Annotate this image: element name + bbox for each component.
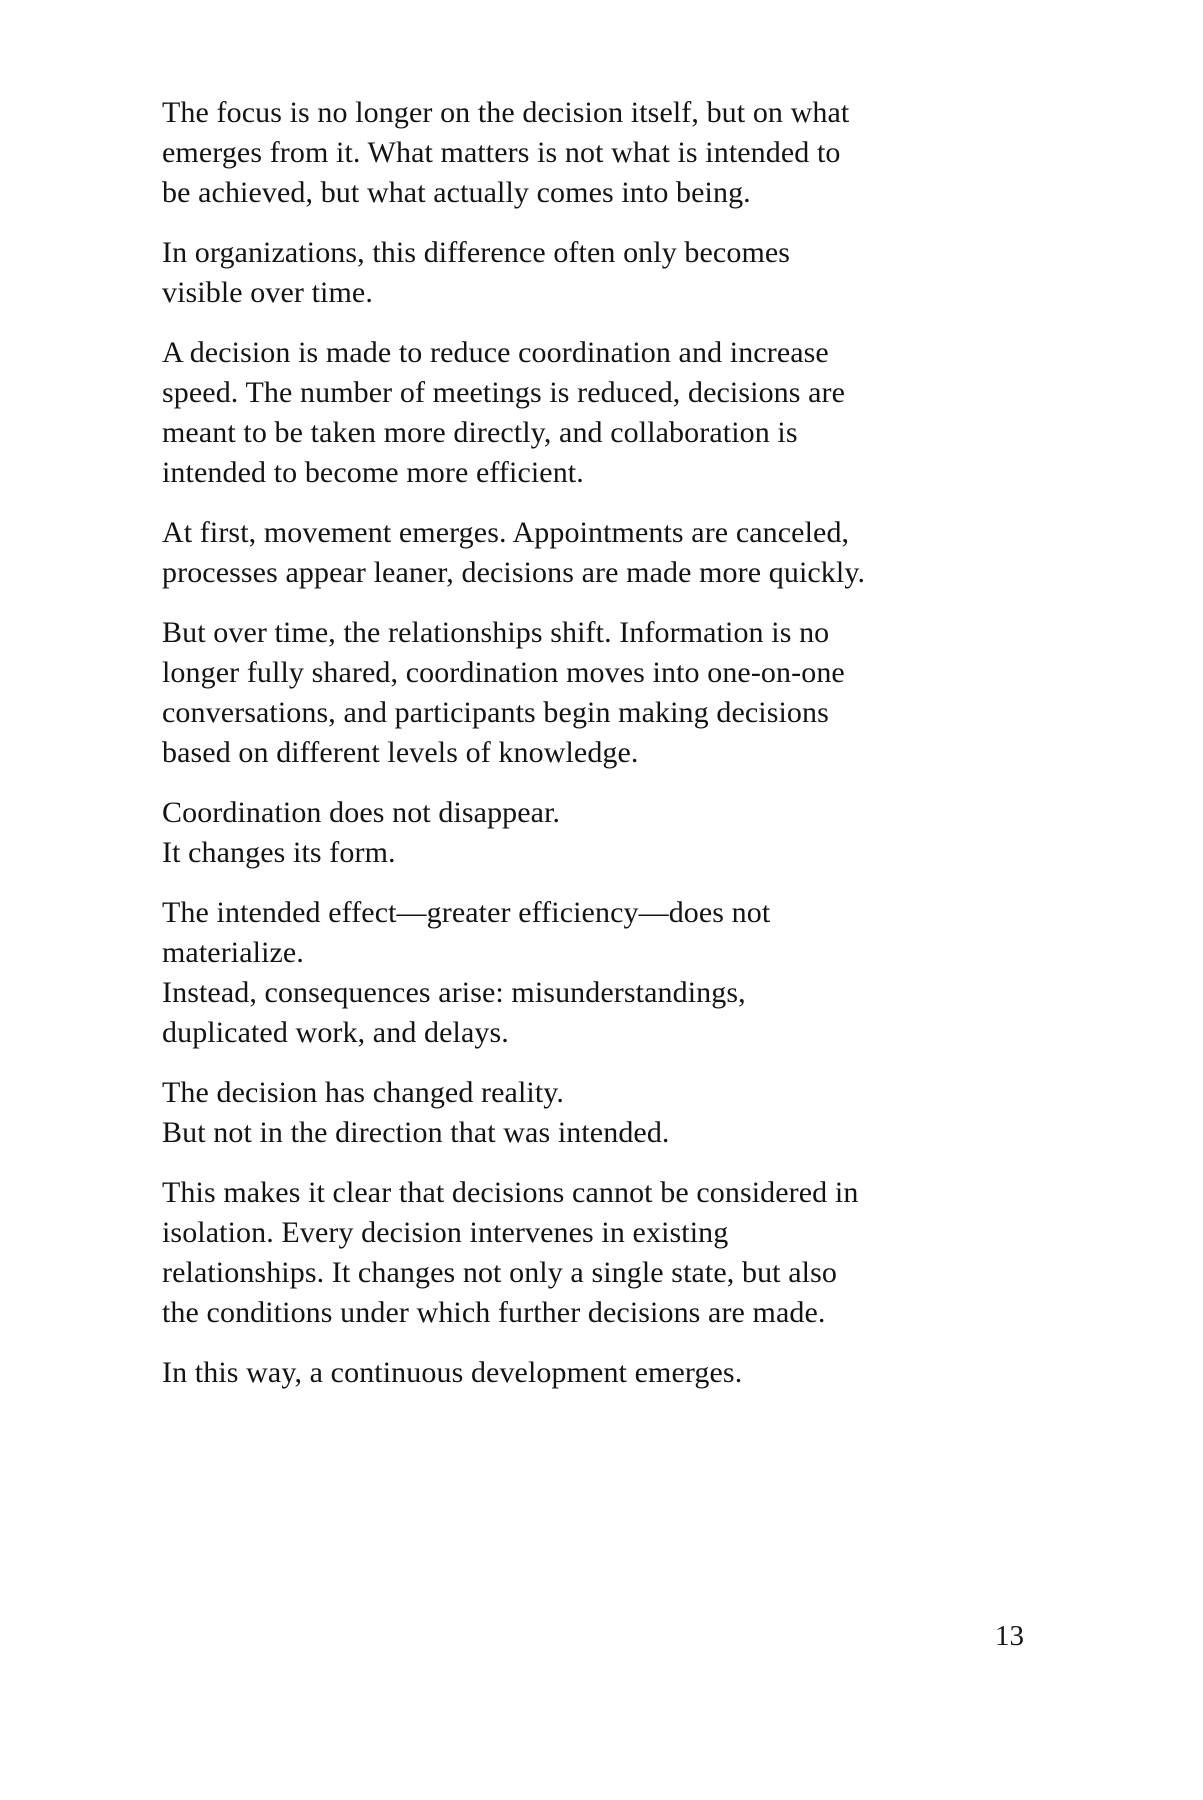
paragraph: At first, movement emerges. Appointments are canceled, processes appear leaner, decisions are made more quickly.	[162, 516, 866, 589]
paragraph: The intended effect—greater efficiency—does not materialize. Instead, consequences arise: misunderstandings, duplicated work, and delays.	[162, 896, 771, 1049]
paragraph: A decision is made to reduce coordination and increase speed. The number of meetings is reduced, decisions are meant to be taken more directly, and collaboration is intended to become more efficient.	[162, 336, 846, 489]
page-number: 13	[995, 1620, 1024, 1652]
paragraph: The focus is no longer on the decision itself, but on what emerges from it. What matters is not what is intended to be achieved, but what actually comes into being.	[162, 96, 850, 209]
paragraph: The decision has changed reality. But not in the direction that was intended.	[162, 1076, 670, 1149]
text-block	[162, 93, 1024, 1413]
paragraph: In this way, a continuous development emerges.	[162, 1356, 743, 1389]
paragraph: In organizations, this difference often only becomes visible over time.	[162, 236, 791, 309]
paragraph: Coordination does not disappear. It changes its form.	[162, 796, 561, 869]
paragraph: This makes it clear that decisions cannot be considered in isolation. Every decision intervenes in existing relationships. It changes not only a single state, but also the conditions under which further decisions are made.	[162, 1176, 859, 1329]
paragraph: But over time, the relationships shift. Information is no longer fully shared, coordination moves into one-on-one conversations, and participants begin making decisions based on different levels of knowledge.	[162, 616, 845, 769]
